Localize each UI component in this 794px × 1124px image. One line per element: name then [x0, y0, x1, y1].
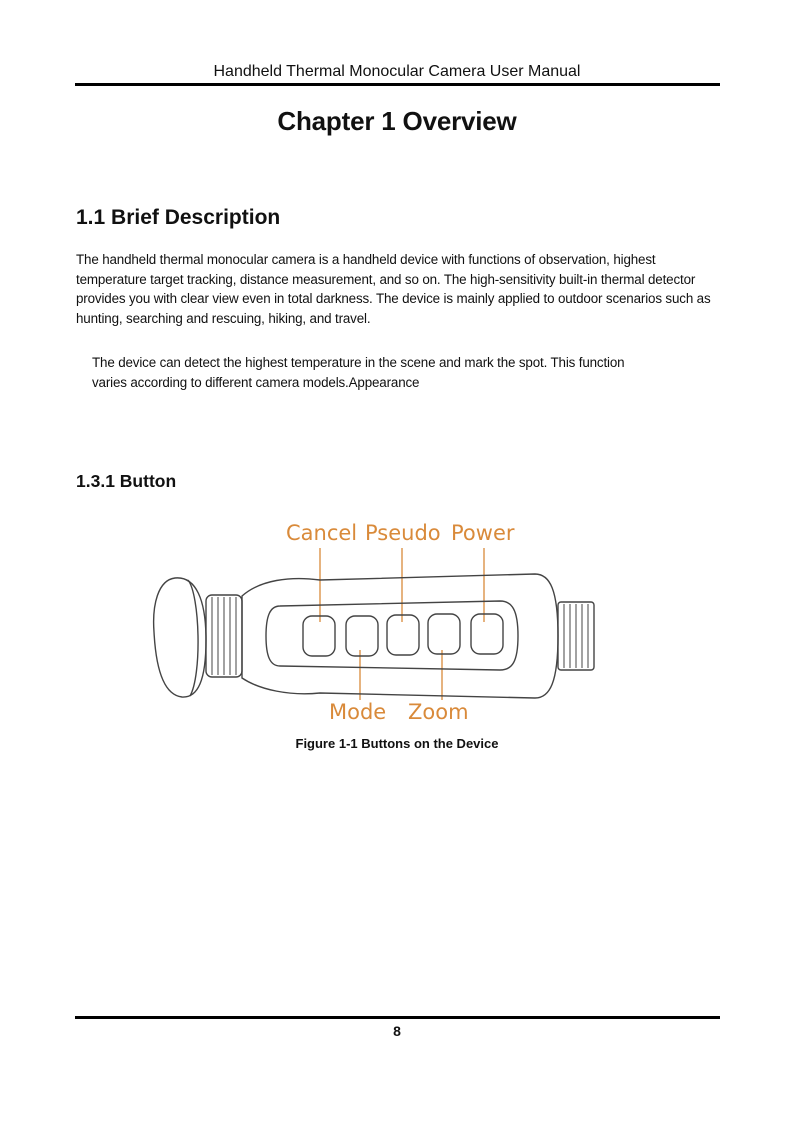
label-power: Power [451, 521, 515, 545]
running-header: Handheld Thermal Monocular Camera User Manual [213, 63, 581, 80]
temperature-note-paragraph: The device can detect the highest temperature in the scene and mark the spot. This function varies according to different camera models.Appearance [92, 355, 625, 390]
page-number: 8 [393, 1023, 401, 1039]
device-illustration [140, 510, 620, 725]
device-buttons-figure [140, 510, 620, 725]
footer-divider [75, 1016, 720, 1019]
label-zoom: Zoom [408, 700, 469, 724]
label-pseudo: Pseudo [365, 521, 441, 545]
label-mode: Mode [329, 700, 387, 724]
label-cancel: Cancel [286, 521, 358, 545]
figure-caption: Figure 1-1 Buttons on the Device [295, 736, 499, 751]
header-divider [75, 83, 720, 86]
chapter-title: Chapter 1 Overview [277, 106, 517, 136]
section-heading-button: 1.3.1 Button [76, 471, 177, 491]
brief-description-paragraph: The handheld thermal monocular camera is a handheld device with functions of observation, highest temperature target tracking, distance measurement, and so on. The high-sensitivity built-in thermal detector provides you with clear view even in total darkness. The device is mainly applied to outdoor scenarios such as hunting, searching and rescuing, hiking, and travel. [76, 252, 711, 326]
section-heading-brief-description: 1.1 Brief Description [76, 206, 281, 229]
device-outline [154, 574, 594, 698]
